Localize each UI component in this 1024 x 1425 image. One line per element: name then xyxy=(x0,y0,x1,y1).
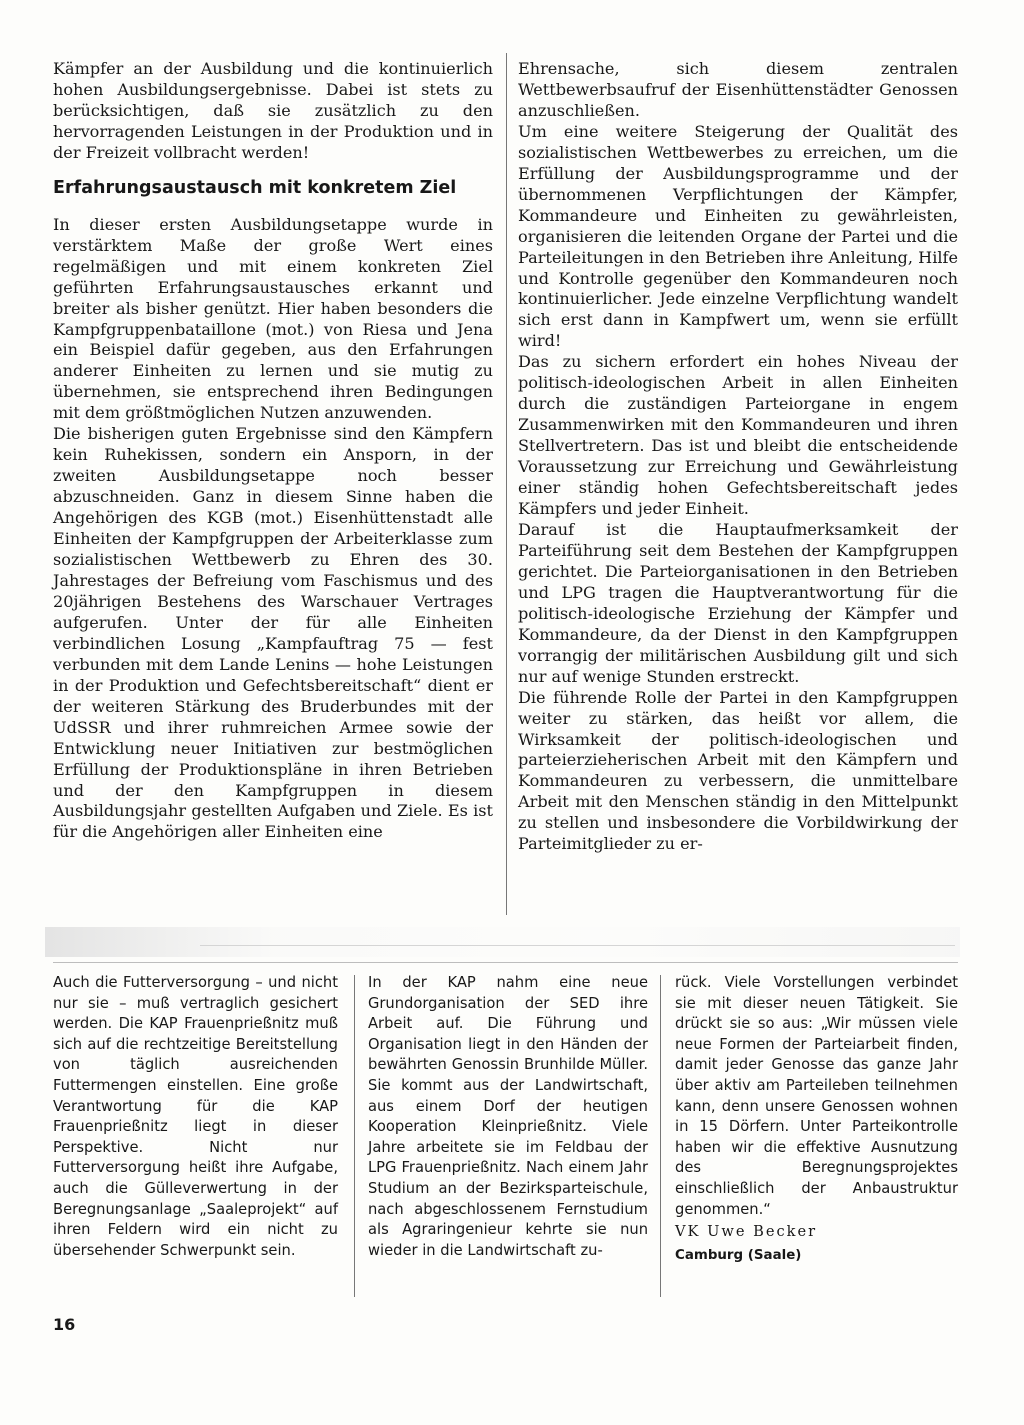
paragraph: Um eine weitere Steigerung der Qualität des sozialistischen Wettbewerbes zu erreichen, um die Erfüllung der Ausbildungsprogramme und der übernommenen Verpflichtungen der Kämpfer, Kommandeure und Einheiten zu gewährleisten, organisieren die leitenden Organe der Partei und die Parteileitungen in den Betrieben ihre Anleitung, Hilfe und Kontrolle gegenüber den Kommandeuren noch kontinuierlicher. Jede einzelne Verpflichtung wandelt sich erst dann in Kampfwert um, wenn sie erfüllt wird! xyxy=(518,121,958,351)
signature-block xyxy=(675,1222,958,1243)
page-number: 16 xyxy=(53,1315,76,1334)
bottom-column-2 xyxy=(368,973,648,1261)
paragraph: Ehrensache, sich diesem zentralen Wettbewerbsaufruf der Eisenhüttenstädter Genossen anzuschließen. xyxy=(518,59,958,120)
paragraph: Kämpfer an der Ausbildung und die kontinuierlich hohen Ausbildungsergebnisse. Dabei ist stets zu berücksichtigen, daß sie zusätzlich zu den hervorragenden Leistungen in der Produktion und in der Freizeit vollbracht werden! xyxy=(53,59,493,162)
paragraph: Die führende Rolle der Partei in den Kampfgruppen weiter zu stärken, das heißt vor allem, die Wirksamkeit der politisch-ideologischen und parteierzieherischen Arbeit mit den Kämpfern und Kommandeuren zu verbessern, die unmittelbare Arbeit mit den Menschen ständig in den Mittelpunkt zu stellen und insbesondere die Vorbildwirkung der Parteimitglieder zu er- xyxy=(518,687,958,854)
column-divider xyxy=(660,975,661,1297)
print-bleed-through xyxy=(45,927,960,957)
signature-place-block xyxy=(675,1245,958,1267)
article-column-left xyxy=(53,59,493,843)
paragraph: Das zu sichern erfordert ein hohes Niveau der politisch-ideologischen Arbeit in allen Einheiten durch die zuständigen Parteiorgane in engem Zusammenwirken mit den Kommandeuren und ihren Stellvertretern. Das ist und bleibt die entscheidende Voraussetzung zur Erreichung und Gewährleistung einer ständig hohen Gefechtsbereitschaft jedes Kämpfers und jeder Einheit. xyxy=(518,352,958,519)
column-divider xyxy=(354,975,355,1297)
paragraph: In dieser ersten Ausbildungsetappe wurde in verstärktem Maße der große Wert eines regelmäßigen und mit einem konkreten Ziel geführten Erfahrungsaustausches erkannt und breiter als bisher genützt. Hier haben besonders die Kampfgruppenbataillone (mot.) von Riesa und Jena ein Beispiel dafür gegeben, aus den Erfahrungen anderer Einheiten zu lernen und sie mutig zu übernehmen, sie entsprechend ihren Bedingungen mit dem größtmöglichen Nutzen anzuwenden. xyxy=(53,214,493,423)
author-name: VK Uwe Becker xyxy=(675,1223,818,1241)
paragraph: In der KAP nahm eine neue Grundorganisation der SED ihre Arbeit auf. Die Führung und Organisation liegt in den Händen der bewährten Genossin Brunhilde Müller. Sie kommt aus der Landwirtschaft, aus einem Dorf der heutigen Kooperation Kleinprießnitz. Viele Jahre arbeitete sie im Feldbau der LPG Frauenprießnitz. Nach einem Jahr Studium an der Bezirksparteischule, nach abgeschlossenem Fernstudium als Agraringenieur kehrte sie nun wieder in die Landwirtschaft zu- xyxy=(368,974,648,1259)
paragraph: Darauf ist die Hauptaufmerksamkeit der Parteiführung seit dem Bestehen der Kampfgruppen gerichtet. Die Parteiorganisationen in den Betrieben und LPG tragen die Hauptverantwortung für die politisch-ideologische Erziehung der Kämpfer und Kommandeure, da der Dienst in den Kampfgruppen vorrangig der militärischen Ausbildung gilt und sich nur auf wenige Stunden erstreckt. xyxy=(518,519,958,686)
bottom-column-1 xyxy=(53,973,338,1261)
faint-rule xyxy=(200,945,955,946)
paragraph: rück. Viele Vorstellungen verbindet sie mit dieser neuen Tätigkeit. Sie drückt sie so aus: „Wir müssen viele neue Formen der Parteiarbeit finden, damit jeder Genosse das ganze Jahr über aktiv am Parteileben teilnehmen kann, denn unsere Genossen wohnen in 15 Dörfern. Unter Parteikontrolle haben wir die effektive Ausnutzung des Beregnungsprojektes einschließlich der Anbaustruktur genommen.“ xyxy=(675,974,958,1218)
paragraph: Auch die Futterversorgung – und nicht nur sie – muß vertraglich gesichert werden. Die KAP Frauenprießnitz muß sich auf die rechtzeitige Bereitstellung von täglich ausreichenden Futtermengen einstellen. Eine große Verantwortung für die KAP Frauenprießnitz liegt in dieser Perspektive. Nicht nur Futterversorgung heißt ihre Aufgabe, auch die Gülleverwertung in der Beregnungsanlage „Saaleprojekt“ auf ihren Feldern wird ein nicht zu übersehender Schwerpunkt sein. xyxy=(53,974,338,1259)
section-separator xyxy=(53,962,958,963)
author-location: Camburg (Saale) xyxy=(675,1247,802,1263)
section-heading: Erfahrungsaustausch mit konkretem Ziel xyxy=(53,177,457,198)
column-divider xyxy=(506,53,507,915)
article-column-right xyxy=(518,59,958,855)
paragraph: Die bisherigen guten Ergebnisse sind den Kämpfern kein Ruhekissen, sondern ein Ansporn, in der zweiten Ausbildungsetappe noch besser abzuschneiden. Ganz in diesem Sinne haben die Angehörigen des KGB (mot.) Eisenhüttenstadt alle Einheiten der Kampfgruppen der Arbeiterklasse zum sozialistischen Wettbewerb zu Ehren des 30. Jahrestages der Befreiung vom Faschismus und des 20jährigen Bestehens des Warschauer Vertrages aufgerufen. Unter der für alle Einheiten verbindlichen Losung „Kampfauftrag 75 — fest verbunden mit dem Lande Lenins — hohe Leistungen in der Produktion und Gefechtsbereitschaft“ dient er der weiteren Stärkung des Bruderbundes mit der UdSSR und ihrer ruhmreichen Armee sowie der Entwicklung neuer Initiativen zur bestmöglichen Erfüllung der Produktionspläne in ihren Betrieben und der den Kampfgruppen in diesem Ausbildungsjahr gestellten Aufgaben und Ziele. Es ist für die Angehörigen aller Einheiten eine xyxy=(53,424,493,842)
bottom-column-3 xyxy=(675,973,958,1266)
